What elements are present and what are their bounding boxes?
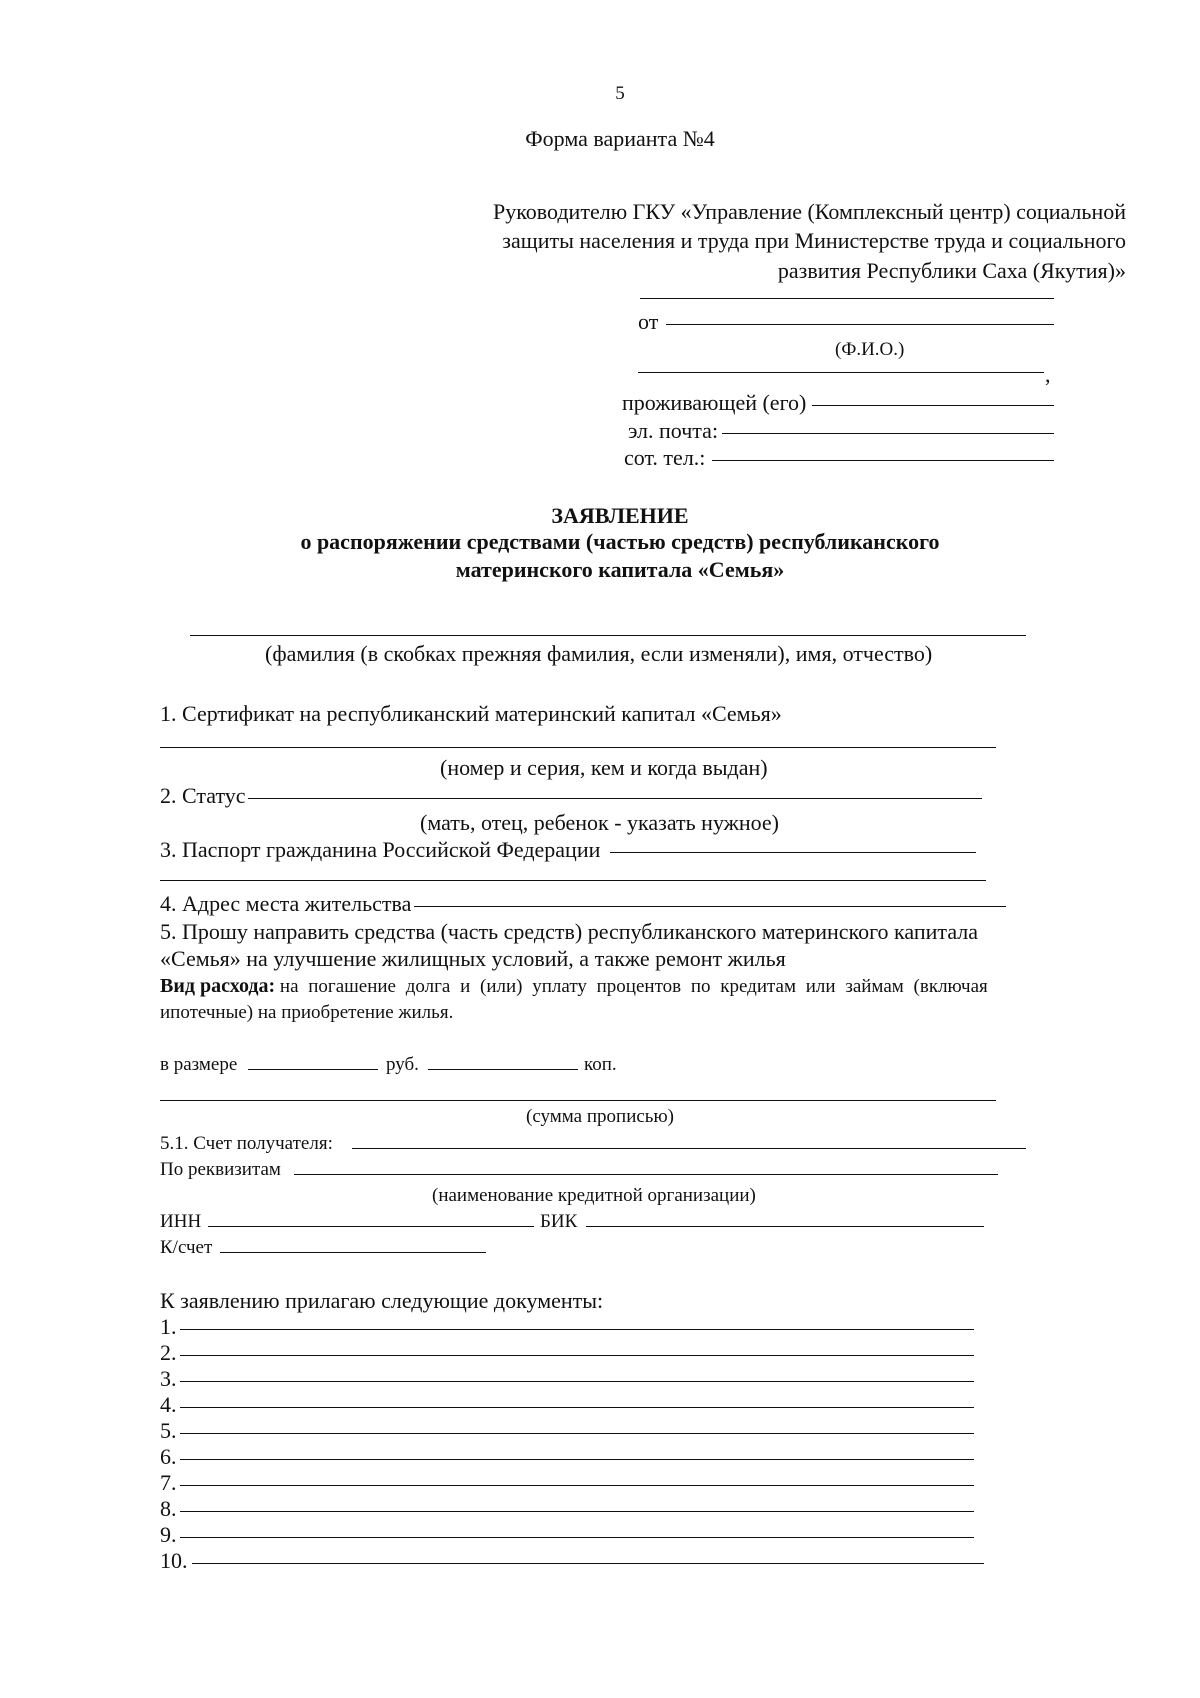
attachment-field-7[interactable] [180,1485,974,1486]
email-label: эл. почта: [628,418,719,443]
amount-kop-label: коп. [584,1054,617,1075]
applicant-name-hint: (фамилия (в скобках прежняя фамилия, если изменяли), имя, отчество) [265,641,933,666]
attachment-number: 6. [160,1444,177,1469]
name-continuation-field[interactable] [638,372,1044,373]
attachment-number: 2. [160,1340,177,1365]
page-number: 5 [615,83,625,104]
phone-field[interactable] [712,460,1054,461]
amount-rub-field[interactable] [248,1069,378,1070]
item-1-label: 1. Сертификат на республиканский материнский капитал «Семья» [160,701,782,726]
attachment-number: 1. [160,1314,177,1339]
expense-text-1: на погашение долга и (или) уплату процентов по кредитам или займам (включая [279,976,988,997]
item-5-line-1: 5. Прошу направить средства (часть средств) республиканского материнского капитала [160,919,979,944]
amount-rub-label: руб. [386,1054,419,1075]
bank-name-hint: (наименование кредитной организации) [432,1185,756,1206]
document-subtitle-2: материнского капитала «Семья» [455,557,785,582]
email-field[interactable] [722,433,1054,434]
passport-field[interactable] [610,852,976,853]
correspondent-account-field[interactable] [220,1252,486,1253]
bik-label: БИК [540,1211,578,1232]
inn-field[interactable] [208,1226,534,1227]
attachment-field-10[interactable] [192,1563,984,1564]
amount-words-hint: (сумма прописью) [526,1106,674,1127]
addressee-line-3: развития Республики Саха (Якутия)» [777,258,1126,283]
amount-kop-field[interactable] [428,1069,578,1070]
from-label: от [638,309,659,334]
form-variant-label: Форма варианта №4 [525,126,715,151]
attachment-field-8[interactable] [180,1511,974,1512]
attachment-field-6[interactable] [180,1459,974,1460]
attachment-field-3[interactable] [180,1381,974,1382]
phone-label: сот. тел.: [624,445,706,470]
item-4-label: 4. Адрес места жительства [160,891,412,916]
item-3-label: 3. Паспорт гражданина Российской Федерации [160,837,601,862]
sender-blank-line[interactable] [640,298,1054,299]
attachment-field-5[interactable] [180,1433,974,1434]
recipient-account-field[interactable] [352,1148,1026,1149]
addressee-line-2: защиты населения и труда при Министерстве труда и социального [502,228,1126,253]
amount-prefix: в размере [160,1054,238,1075]
item-2-label: 2. Статус [160,783,246,808]
certificate-hint: (номер и серия, кем и когда выдан) [440,755,768,780]
bik-field[interactable] [586,1226,984,1227]
attachment-number: 3. [160,1366,177,1391]
expense-label: Вид расхода: [160,975,276,997]
residing-label: проживающей (его) [622,390,807,415]
attachment-number: 5. [160,1418,177,1443]
inn-label: ИНН [160,1211,202,1232]
bank-details-field[interactable] [294,1174,998,1175]
document-subtitle-1: о распоряжении средствами (частью средств) республиканского [300,529,940,554]
correspondent-account-label: К/счет [160,1237,213,1258]
certificate-field[interactable] [160,747,996,748]
address-field[interactable] [414,906,1006,907]
amount-words-field[interactable] [160,1100,996,1101]
passport-field-continued[interactable] [160,880,986,881]
expense-text-2: ипотечные) на приобретение жилья. [160,1002,454,1023]
attachment-number: 4. [160,1392,177,1417]
bank-details-label: По реквизитам [160,1159,281,1180]
recipient-account-label: 5.1. Счет получателя: [160,1133,333,1154]
attachment-number: 10. [160,1548,188,1573]
item-5-line-2: «Семья» на улучшение жилищных условий, а также ремонт жилья [160,946,786,971]
attachment-field-9[interactable] [180,1537,974,1538]
from-name-field[interactable] [666,324,1054,325]
attachment-field-1[interactable] [180,1329,974,1330]
attachment-number: 7. [160,1470,177,1495]
addressee-line-1: Руководителю ГКУ «Управление (Комплексный центр) социальной [492,199,1126,224]
attachments-heading: К заявлению прилагаю следующие документы: [160,1288,604,1313]
expense-paragraph [160,976,1056,996]
status-hint: (мать, отец, ребенок - указать нужное) [420,810,779,835]
attachment-field-4[interactable] [180,1407,974,1408]
attachment-number: 9. [160,1522,177,1547]
applicant-name-field[interactable] [190,635,1026,636]
fio-hint: (Ф.И.О.) [835,339,905,360]
comma: , [1045,362,1051,387]
attachment-number: 8. [160,1496,177,1521]
status-field[interactable] [248,798,982,799]
attachment-field-2[interactable] [180,1355,974,1356]
document-title: ЗАЯВЛЕНИЕ [551,503,689,528]
residing-field[interactable] [812,405,1054,406]
